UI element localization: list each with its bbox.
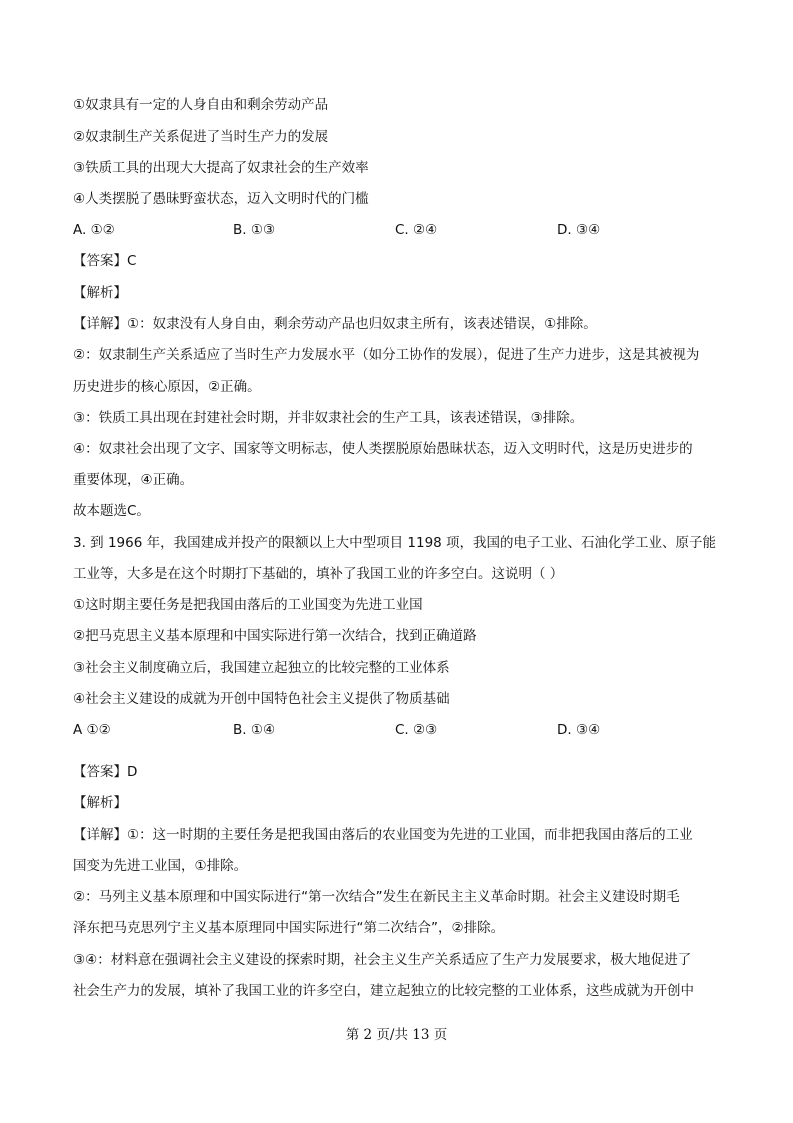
q2-option-b: B. ①③ [233,222,276,238]
q2-option-a: A. ①② [73,222,115,238]
q3-option-d: D. ③④ [557,722,601,738]
q3-option-a: A ①② [73,722,111,738]
q2-choice-4: ④人类摆脱了愚昧野蛮状态，迈入文明时代的门槛 [73,191,369,207]
q3-choice-4: ④社会主义建设的成就为开创中国特色社会主义提供了物质基础 [73,691,450,707]
q2-detail-line-1: 【详解】①：奴隶没有人身自由，剩余劳动产品也归奴隶主所有，该表述错误，①排除。 [73,316,597,332]
q3-detail-line-1: 【详解】①：这一时期的主要任务是把我国由落后的农业国变为先进的工业国，而非把我国由落后的工业 [73,827,693,843]
q2-choice-2: ②奴隶制生产关系促进了当时生产力的发展 [73,129,329,145]
q3-detail-line-4: 泽东把马克思列宁主义基本原理同中国实际进行“第二次结合”，②排除。 [73,920,505,936]
q2-detail-line-4: ③：铁质工具出现在封建社会时期，并非奴隶社会的生产工具，该表述错误，③排除。 [73,410,584,426]
q3-detail-line-5: ③④：材料意在强调社会主义建设的探索时期，社会主义生产关系适应了生产力发展要求，极大地促进了 [73,952,692,968]
q3-answer: 【答案】D [73,764,138,780]
q2-detail-line-6: 重要体现，④正确。 [73,472,194,488]
q3-detail-line-6: 社会生产力的发展，填补了我国工业的许多空白，建立起独立的比较完整的工业体系，这些成就为开创中 [73,983,694,999]
q3-choice-2: ②把马克思主义基本原理和中国实际进行第一次结合，找到正确道路 [73,628,477,644]
page-number-footer: 第 2 页/共 13 页 [345,1027,448,1043]
q2-analysis-heading: 【解析】 [73,285,127,301]
q2-detail-line-2: ②：奴隶制生产关系适应了当时生产力发展水平（如分工协作的发展），促进了生产力进步，这是其被视为 [73,347,700,363]
q3-option-b: B. ①④ [233,722,276,738]
q2-answer: 【答案】C [73,253,137,269]
q3-stem-line-2: 工业等，大多是在这个时期打下基础的，填补了我国工业的许多空白。这说明（ ） [73,566,564,582]
q3-choice-1: ①这时期主要任务是把我国由落后的工业国变为先进工业国 [73,597,423,613]
q2-choice-3: ③铁质工具的出现大大提高了奴隶社会的生产效率 [73,160,369,176]
q3-choice-3: ③社会主义制度确立后，我国建立起独立的比较完整的工业体系 [73,660,450,676]
q3-detail-line-3: ②：马列主义基本原理和中国实际进行“第一次结合”发生在新民主主义革命时期。社会主义建设时期毛 [73,889,680,905]
q3-stem-line-1: 3. 到 1966 年，我国建成并投产的限额以上大中型项目 1198 项，我国的电子工业、石油化学工业、原子能 [73,535,717,551]
q3-analysis-heading: 【解析】 [73,795,127,811]
q3-detail-line-2: 国变为先进工业国，①排除。 [73,858,248,874]
q2-option-c: C. ②④ [395,222,438,238]
q3-option-c: C. ②③ [395,722,438,738]
q2-detail-line-7: 故本题选C。 [73,503,150,519]
q2-detail-line-3: 历史进步的核心原因，②正确。 [73,379,261,395]
q2-choice-1: ①奴隶具有一定的人身自由和剩余劳动产品 [73,97,329,113]
q2-option-d: D. ③④ [557,222,601,238]
q2-detail-line-5: ④：奴隶社会出现了文字、国家等文明标志，使人类摆脱原始愚昧状态，迈入文明时代，这是历史进步的 [73,441,693,457]
